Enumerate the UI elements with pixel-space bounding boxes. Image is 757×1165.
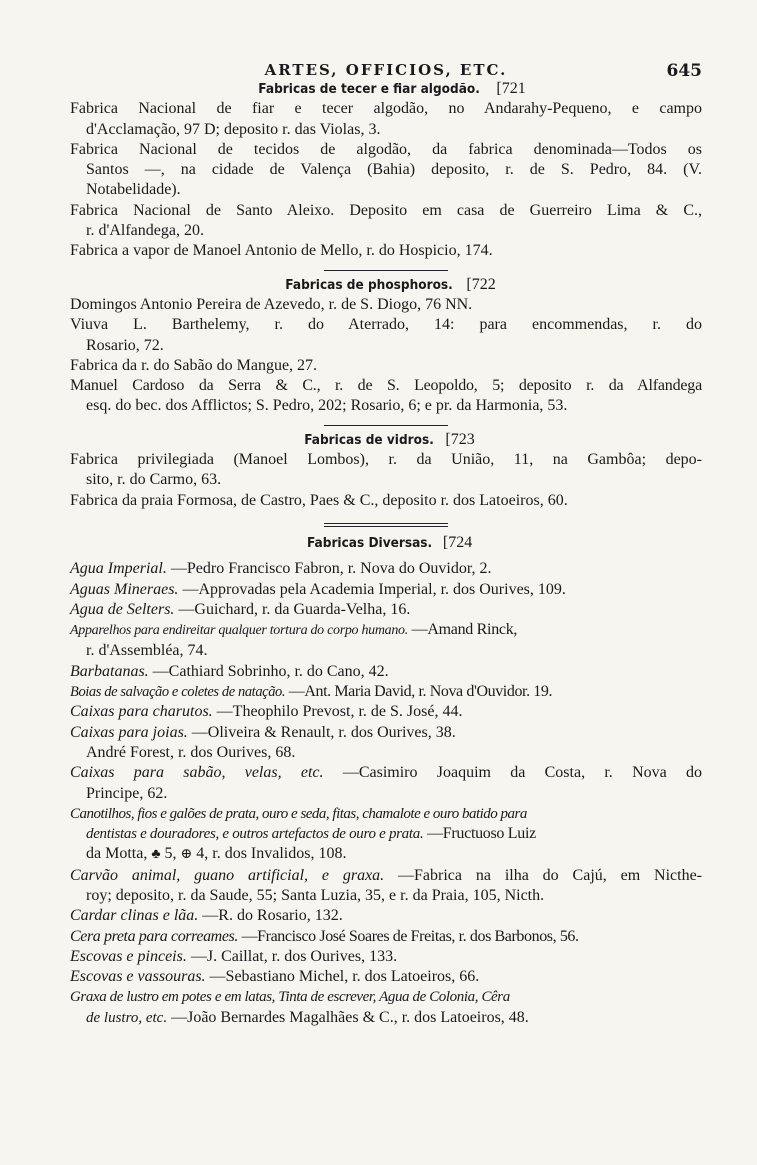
- entry-item: Caixas para charutos.: [70, 703, 213, 721]
- text-line: Santos —, na cidade de Valença (Bahia) deposito, r. de S. Pedro, 84. (V.: [86, 161, 702, 179]
- entry-text: —Ant. Maria David, r. Nova d'Ouvidor. 19.: [288, 683, 553, 701]
- entry-line: [70, 804, 702, 824]
- text-line: Manuel Cardoso da Serra & C., r. de S. Leopoldo, 5; deposito r. da Alfandega: [70, 377, 702, 395]
- text-line: esq. do bec. dos Afflictos; S. Pedro, 202; Rosario, 6; e pr. da Harmonia, 53.: [86, 397, 568, 415]
- entry-text: —J. Caillat, r. dos Ourives, 133.: [190, 947, 398, 965]
- text-line: Fabrica da r. do Sabão do Mangue, 27.: [70, 356, 318, 374]
- entry-text: —Amand Rinck,: [411, 621, 518, 639]
- entry-line: [70, 824, 702, 844]
- entry-text: —Sebastiano Michel, r. dos Latoeiros, 66.: [209, 968, 480, 986]
- entry-line: [70, 580, 702, 600]
- entry-text: —Guichard, r. da Guarda-Velha, 16.: [178, 600, 411, 618]
- section-title: Fabricas de tecer e fiar algodão.: [258, 81, 481, 97]
- text-line: Rosario, 72.: [86, 336, 164, 354]
- entry-item: Graxa de lustro em potes e em latas, Tinta de escrever, Agua de Colonia, Cêra: [70, 989, 510, 1006]
- entry-item: Barbatanas.: [70, 662, 149, 680]
- section-heading: [70, 533, 702, 553]
- text-line: Fabrica privilegiada (Manoel Lombos), r. da União, 11, na Gambôa; depo-: [70, 451, 702, 469]
- section-title: Fabricas de vidros.: [304, 431, 435, 448]
- entry-text: 4, r. dos Invalidos, 108.: [196, 845, 347, 863]
- entry-line: [70, 702, 702, 722]
- section-title: Fabricas de phosphoros.: [285, 276, 454, 293]
- entry-item: Escovas e vassouras.: [70, 968, 206, 986]
- text-line: Viuva L. Barthelemy, r. do Aterrado, 14: para encommendas, r. do: [70, 316, 702, 334]
- text-line: Domingos Antonio Pereira de Azevedo, r. de S. Diogo, 76 NN.: [70, 295, 473, 313]
- entry-line: [70, 620, 702, 641]
- running-title: ARTES, OFFICIOS, ETC.: [264, 61, 508, 79]
- text-line: Notabelidade).: [86, 181, 181, 199]
- entry-line: [70, 662, 702, 682]
- entry-line: [70, 967, 702, 987]
- entry-item: Caixas para sabão, velas, etc.: [70, 764, 324, 782]
- section-724: [70, 533, 702, 1028]
- section-723: [70, 430, 702, 511]
- section-number: [723: [445, 430, 475, 448]
- entry-text: —Fructuoso Luiz: [427, 825, 536, 843]
- entry-item: Cera preta para correames.: [70, 927, 238, 945]
- entry-item: Aguas Mineraes.: [70, 580, 179, 598]
- section-number: [722: [466, 275, 496, 293]
- page-number: 645: [666, 61, 702, 81]
- entry-text: —Francisco José Soares de Freitas, r. dos Barbonos, 56.: [241, 927, 579, 945]
- section-heading: [70, 430, 702, 450]
- entry-line: [70, 763, 702, 783]
- entry-continuation: [70, 844, 702, 865]
- section-divider: [324, 523, 448, 527]
- entry-text: —R. do Rosario, 132.: [202, 907, 343, 925]
- text-line: Fabrica a vapor de Manoel Antonio de Mello, r. do Hospicio, 174.: [70, 242, 493, 260]
- entry-item: Agua Imperial.: [70, 560, 167, 578]
- section-divider: [324, 425, 448, 426]
- section-722: [70, 275, 702, 417]
- section-heading: [70, 275, 702, 295]
- entry-line: [70, 947, 702, 967]
- text-line: sito, r. do Carmo, 63.: [86, 471, 222, 489]
- entry-text: —Theophilo Prevost, r. de S. José, 44.: [216, 703, 463, 721]
- text-line: Fabrica Nacional de tecidos de algodão, da fabrica denominada—Todos os: [70, 140, 702, 158]
- entry-text: —Pedro Francisco Fabron, r. Nova do Ouvidor, 2.: [170, 560, 492, 578]
- entry-item: Agua de Selters.: [70, 600, 175, 618]
- entry-item: Escovas e pinceis.: [70, 947, 187, 965]
- book-page: [70, 55, 702, 1028]
- entry-continuation: André Forest, r. dos Ourives, 68.: [86, 743, 296, 761]
- text-line: Fabrica da praia Formosa, de Castro, Paes & C., deposito r. dos Latoeiros, 60.: [70, 491, 568, 509]
- entry-line: [70, 866, 702, 886]
- entry-continuation: roy; deposito, r. da Saude, 55; Santa Luzia, 35, e r. da Praia, 105, Nicth.: [86, 886, 545, 904]
- entry-item: Carvão animal, guano artificial, e graxa.: [70, 866, 385, 884]
- entry-text: —Cathiard Sobrinho, r. do Cano, 42.: [152, 662, 389, 680]
- entry-text: —Approvadas pela Academia Imperial, r. dos Ourives, 109.: [182, 580, 566, 598]
- entry-text: —Fabrica na ilha do Cajú, em Nicthe-: [398, 866, 702, 884]
- entry-item: dentistas e douradores, e outros artefactos de ouro e prata.: [86, 826, 424, 843]
- entry-item: Cardar clinas e lãa.: [70, 907, 199, 925]
- entry-item: de lustro, etc.: [86, 1009, 168, 1026]
- entry-continuation: r. d'Assembléa, 74.: [86, 642, 208, 660]
- entry-item: Apparelhos para endireitar qualquer tortura do corpo humano.: [70, 623, 408, 639]
- entry-line: [70, 723, 702, 743]
- text-line: Fabrica Nacional de fiar e tecer algodão, no Andarahy-Pequeno, e campo: [70, 100, 702, 118]
- entry-line: [70, 682, 702, 702]
- section-number: [724: [442, 533, 473, 551]
- section-divider: [324, 270, 448, 271]
- club-icon: ♣: [151, 847, 161, 863]
- entry-text: —Oliveira & Renault, r. dos Ourives, 38.: [191, 723, 456, 741]
- text-line: Fabrica Nacional de Santo Aleixo. Deposito em casa de Guerreiro Lima & C.,: [70, 201, 702, 219]
- entry-item: Caixas para joias.: [70, 723, 188, 741]
- entry-continuation: Principe, 62.: [86, 784, 168, 802]
- section-721: [70, 79, 702, 262]
- entry-item: Canotilhos, fios e galões de prata, ouro e seda, fitas, chamalote e ouro batido para: [70, 805, 527, 822]
- text-line: d'Acclamação, 97 D; deposito r. das Violas, 3.: [86, 120, 381, 138]
- entry-text: 5,: [164, 845, 177, 863]
- entry-line: [70, 987, 702, 1007]
- entry-line: [70, 600, 702, 620]
- entry-line: [70, 1008, 702, 1028]
- entry-line: [70, 906, 702, 926]
- section-title: Fabricas Diversas.: [306, 534, 432, 551]
- section-number: [721: [496, 80, 526, 97]
- entry-line: [70, 927, 702, 947]
- text-line: r. d'Alfandega, 20.: [86, 222, 204, 240]
- entry-text: —Casimiro Joaquim da Costa, r. Nova do: [342, 764, 703, 782]
- entry-item: Boias de salvação e coletes de natação.: [70, 684, 286, 701]
- entry-text: da Motta,: [86, 845, 148, 863]
- entry-text: —João Bernardes Magalhães & C., r. dos Latoeiros, 48.: [171, 1008, 529, 1026]
- entry-line: [70, 559, 702, 579]
- circled-cross-icon: ⊕: [180, 847, 193, 863]
